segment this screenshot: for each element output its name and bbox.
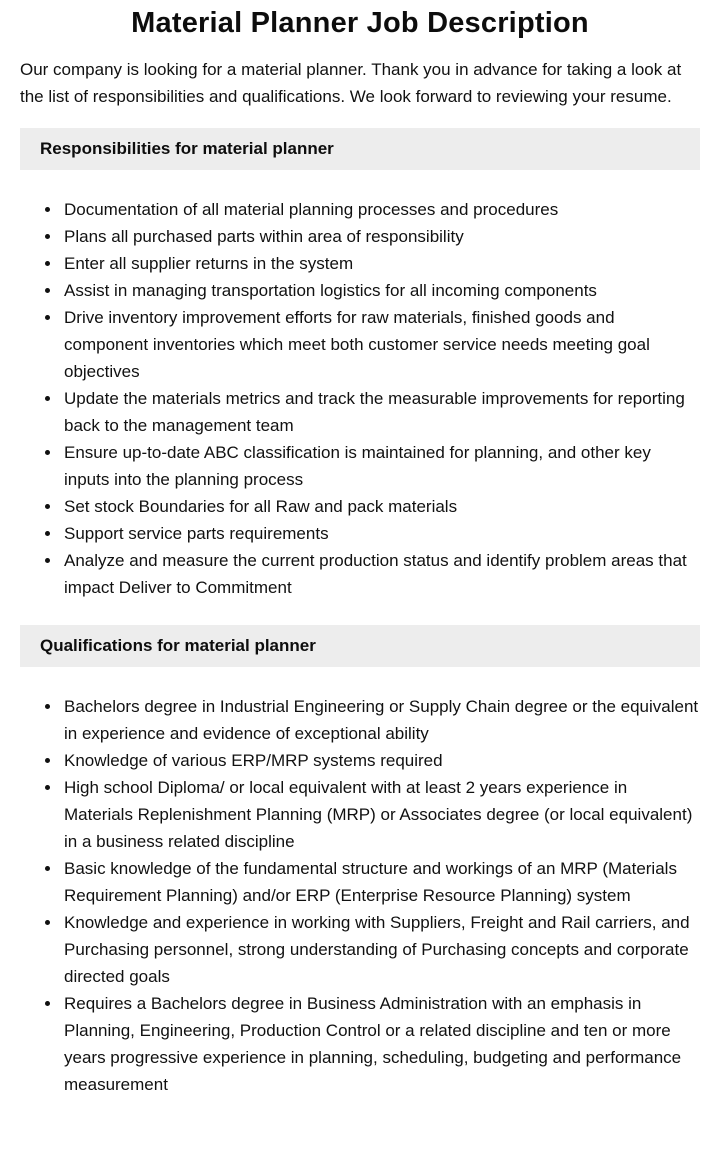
section-heading: Responsibilities for material planner	[20, 128, 700, 170]
list-item: • Ensure up-to-date ABC classification is maintained for planning, and other key inputs into the planning process	[62, 439, 700, 493]
list-item: • Knowledge of various ERP/MRP systems required	[62, 747, 700, 774]
list-item: • Support service parts requirements	[62, 520, 700, 547]
intro-paragraph: Our company is looking for a material planner. Thank you in advance for taking a look at the list of responsibilities and qualifications. We look forward to reviewing your resume.	[20, 60, 682, 106]
list-item: • Enter all supplier returns in the system	[62, 250, 700, 277]
list-item: • Assist in managing transportation logistics for all incoming components	[62, 277, 700, 304]
list-item: • Bachelors degree in Industrial Engineering or Supply Chain degree or the equivalent in experience and evidence of exceptional ability	[62, 693, 700, 747]
list-item: • Plans all purchased parts within area of responsibility	[62, 223, 700, 250]
bullet-list	[20, 693, 700, 1098]
list-item: • Drive inventory improvement efforts for raw materials, finished goods and component inventories which meet both customer service needs meeting goal objectives	[62, 304, 700, 385]
section-heading: Qualifications for material planner	[20, 625, 700, 667]
list-item: • Analyze and measure the current production status and identify problem areas that impact Deliver to Commitment	[62, 547, 700, 601]
list-item: • Documentation of all material planning processes and procedures	[62, 196, 700, 223]
list-item: • High school Diploma/ or local equivalent with at least 2 years experience in Materials Replenishment Planning (MRP) or Associates degree (or local equivalent) in a business related discipline	[62, 774, 700, 855]
page-title: Material Planner Job Description	[131, 7, 589, 39]
bullet-list	[20, 196, 700, 601]
list-item: • Update the materials metrics and track the measurable improvements for reporting back to the management team	[62, 385, 700, 439]
list-item: • Set stock Boundaries for all Raw and pack materials	[62, 493, 700, 520]
list-item: • Basic knowledge of the fundamental structure and workings of an MRP (Materials Requirement Planning) and/or ERP (Enterprise Resource Planning) system	[62, 855, 700, 909]
sections	[20, 128, 700, 1098]
list-item: • Requires a Bachelors degree in Business Administration with an emphasis in Planning, Engineering, Production Control or a related discipline and ten or more years progressive experience in planning, scheduling, budgeting and performance measurement	[62, 990, 700, 1098]
list-item: • Knowledge and experience in working with Suppliers, Freight and Rail carriers, and Purchasing personnel, strong understanding of Purchasing concepts and corporate directed goals	[62, 909, 700, 990]
